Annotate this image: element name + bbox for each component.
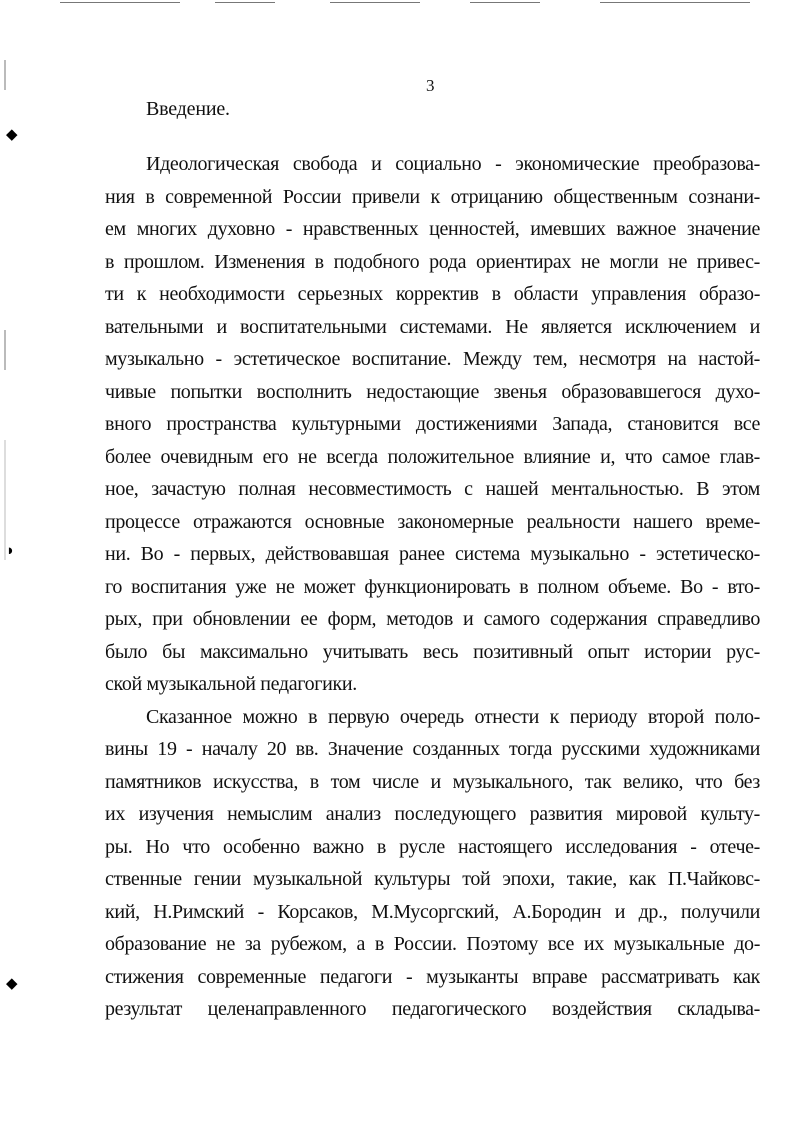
text-line: го воспитания уже не может функционировать в полном объеме. Во - вто- bbox=[105, 575, 760, 598]
text-line: ти к необходимости серьезных корректив в области управления образо- bbox=[105, 283, 760, 305]
text-line: памятников искусства, в том числе и музыкального, так велико, что без bbox=[105, 770, 760, 793]
page-number: 3 bbox=[426, 76, 435, 95]
text-line: Идеологическая свобода и социально - экономические преобразова- bbox=[146, 153, 760, 175]
scan-edge-left bbox=[4, 60, 6, 90]
text-line: музыкально - эстетическое воспитание. Между тем, несмотря на настой- bbox=[105, 348, 760, 370]
scan-edge-left bbox=[4, 440, 6, 560]
text-line: вины 19 - началу 20 вв. Значение созданных тогда русскими художниками bbox=[105, 738, 760, 760]
section-heading: Введение. bbox=[146, 98, 230, 120]
text-line: было бы максимально учитывать весь позитивный опыт истории рус- bbox=[105, 640, 760, 663]
scan-edge-top bbox=[0, 2, 797, 4]
text-line: их изучения немыслим анализ последующего развития мировой культу- bbox=[105, 803, 760, 825]
text-line: стижения современные педагоги - музыканты вправе рассматривать как bbox=[105, 965, 760, 988]
text-line: ния в современной России привели к отрицанию общественным сознани- bbox=[105, 185, 760, 208]
text-line: образование не за рубежом, а в России. Поэтому все их музыкальные до- bbox=[105, 933, 760, 955]
body-text bbox=[105, 148, 760, 1026]
text-line: в прошлом. Изменения в подобного рода ориентирах не могли не привес- bbox=[105, 250, 760, 273]
text-line: более очевидным его не всегда положительное влияние и, что самое глав- bbox=[105, 445, 760, 468]
text-line: ем многих духовно - нравственных ценностей, имевших важное значение bbox=[105, 218, 760, 240]
text-line: Сказанное можно в первую очередь отнести к периоду второй поло- bbox=[146, 705, 760, 728]
text-line: кий, Н.Римский - Корсаков, М.Мусоргский, А.Бородин и др., получили bbox=[105, 900, 760, 923]
text-line: рых, при обновлении ее форм, методов и самого содержания справедливо bbox=[105, 608, 760, 630]
binding-hole-mark: ◗ bbox=[6, 543, 16, 559]
text-line: чивые попытки восполнить недостающие звенья образовавшегося духо- bbox=[105, 380, 760, 403]
text-line: результат целенаправленного педагогического воздействия складыва- bbox=[105, 998, 760, 1020]
text-line: ственные гении музыкальной культуры той эпохи, такие, как П.Чайковс- bbox=[105, 868, 760, 890]
text-line: вного пространства культурными достижениями Запада, становится все bbox=[105, 413, 760, 435]
text-line: процессе отражаются основные закономерные реальности нашего време- bbox=[105, 510, 760, 533]
text-line: ры. Но что особенно важно в русле настоящего исследования - отече- bbox=[105, 835, 760, 858]
text-line: ской музыкальной педагогики. bbox=[105, 673, 357, 695]
text-line: вательными и воспитательными системами. Не является исключением и bbox=[105, 315, 760, 338]
binding-hole-mark: ◆ bbox=[6, 127, 18, 143]
text-line: ное, зачастую полная несовместимость с нашей ментальностью. В этом bbox=[105, 478, 760, 500]
text-line: ни. Во - первых, действовавшая ранее система музыкально - эстетическо- bbox=[105, 543, 760, 565]
scan-edge-left bbox=[4, 330, 6, 370]
binding-hole-mark: ◆ bbox=[6, 976, 18, 992]
